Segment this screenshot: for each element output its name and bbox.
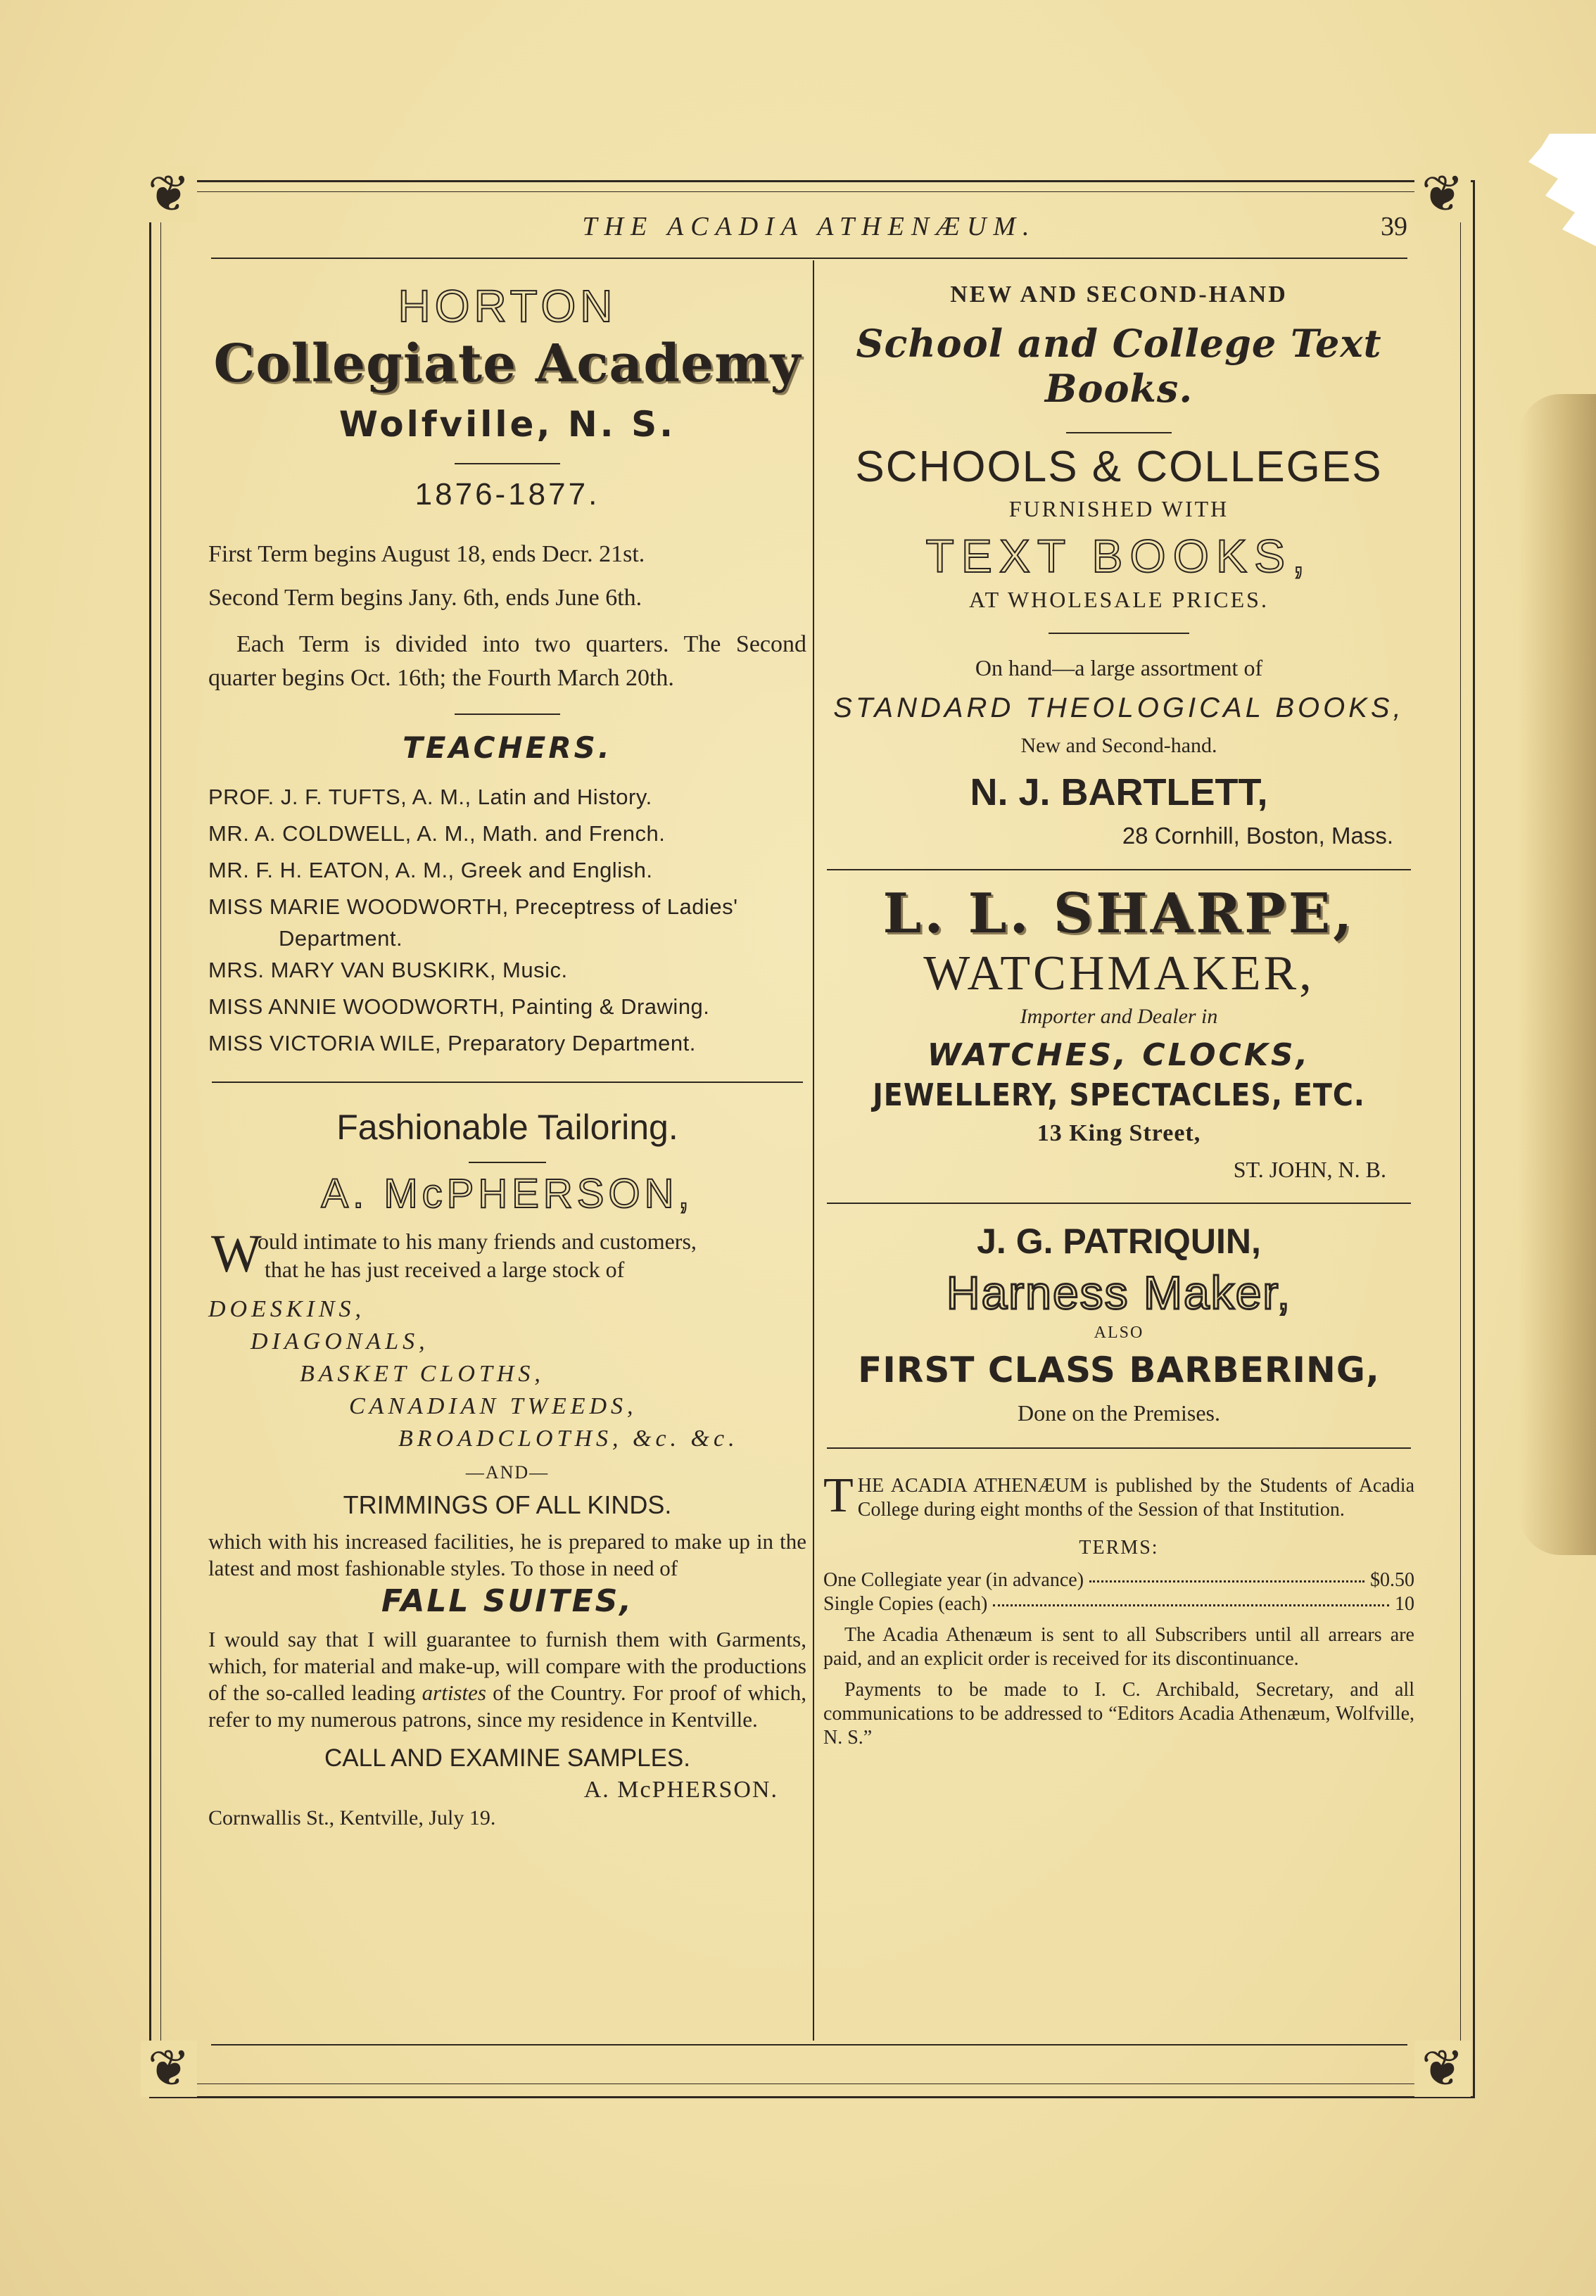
- divider: [1049, 633, 1189, 634]
- section-divider: [212, 1082, 803, 1083]
- section-divider: [827, 1203, 1411, 1204]
- para-text: I would say that I will guarantee to furnish them with Garments, which, for material and make-up, will compare with the productions of the so-called leading: [208, 1627, 806, 1705]
- tailor-para-1: which with his increased facilities, he is prepared to make up in the latest and most fashionable styles. To those in need of: [208, 1529, 806, 1580]
- books-gothic: School and College Text Books.: [856, 321, 1382, 411]
- teacher-entry: MRS. MARY VAN BUSKIRK, Music.: [208, 958, 568, 982]
- terms-row: [823, 1568, 1414, 1592]
- payments-note: Payments to be made to I. C. Archibald, Secretary, and all communications to be addressed to “Editors Acadia Athenæum, Wolfville, N. S.”: [823, 1679, 1414, 1749]
- on-hand: On hand—a large assortment of: [975, 655, 1263, 680]
- sharpe-street: 13 King Street,: [1037, 1120, 1201, 1146]
- cloth-item: DOESKINS,: [208, 1296, 366, 1322]
- horton-years: 1876-1877.: [414, 477, 600, 512]
- quarters-note: Each Term is divided into two quarters. The Second quarter begins Oct. 16th; the Fourth March 20th.: [208, 631, 806, 691]
- drop-cap: T: [823, 1469, 854, 1523]
- para-italic: artistes: [422, 1680, 486, 1705]
- intro-line: ould intimate to his many friends and customers,: [258, 1229, 697, 1254]
- new-second: New and Second-hand.: [1020, 734, 1217, 757]
- header-rule: [211, 258, 1407, 259]
- cloth-item: BASKET CLOTHS,: [300, 1361, 545, 1387]
- drop-cap: W: [211, 1224, 262, 1283]
- sharpe-city: ST. JOHN, N. B.: [1233, 1157, 1386, 1182]
- ornate-scroll-icon: ❦: [1414, 2041, 1471, 2097]
- divider: [1066, 432, 1172, 433]
- divider: [469, 1162, 546, 1163]
- athenaeum-intro: [823, 1469, 1414, 1523]
- column-divider: [813, 260, 814, 2041]
- ornate-scroll-icon: ❦: [141, 166, 197, 222]
- sharpe-trade: WATCHMAKER,: [923, 946, 1315, 1001]
- subscription-note: The Acadia Athenæum is sent to all Subscribers until all arrears are paid, and an explicit order is received for its discontinuance.: [823, 1624, 1414, 1670]
- and-line: —AND—: [465, 1462, 550, 1483]
- tailor-signature: A. McPHERSON.: [583, 1777, 778, 1803]
- sharpe-name: L. L. SHARPE,: [882, 882, 1355, 946]
- also: ALSO: [1094, 1324, 1144, 1342]
- sharpe-ad: [823, 882, 1414, 1183]
- importer: Importer and Dealer in: [1020, 1005, 1218, 1028]
- water-stain: [1519, 394, 1596, 1555]
- schools-colleges: SCHOOLS & COLLEGES: [855, 443, 1383, 491]
- bartlett-name: N. J. BARTLETT,: [970, 771, 1268, 813]
- tailor-heading: Fashionable Tailoring.: [336, 1108, 678, 1147]
- wholesale: AT WHOLESALE PRICES.: [969, 587, 1269, 612]
- teacher-entry: Department.: [279, 926, 403, 951]
- teacher-entry: MISS VICTORIA WILE, Preparatory Department.: [208, 1031, 696, 1055]
- section-divider: [827, 869, 1411, 870]
- fall-suites: FALL SUITES,: [381, 1583, 634, 1619]
- terms-value: $0.50: [1370, 1569, 1414, 1591]
- teacher-entry: MISS MARIE WOODWORTH, Preceptress of Ladies': [208, 894, 738, 919]
- jewellery: JEWELLERY, SPECTACLES, ETC.: [873, 1077, 1365, 1113]
- tailor-ad: [208, 1107, 806, 1830]
- bottom-rule: [211, 2044, 1407, 2046]
- done-premises: Done on the Premises.: [1018, 1400, 1220, 1426]
- horton-place: Wolfville, N. S.: [338, 404, 676, 445]
- tailor-name: A. McPHERSON,: [321, 1171, 694, 1217]
- tailor-para-2: [208, 1626, 806, 1733]
- first-term: First Term begins August 18, ends Decr. 21st.: [208, 541, 645, 567]
- terms-row: [823, 1592, 1414, 1616]
- terms-value: 10: [1395, 1593, 1414, 1615]
- terms-label: Single Copies (each): [823, 1593, 988, 1615]
- cloth-item: CANADIAN TWEEDS,: [349, 1393, 638, 1419]
- ornate-scroll-icon: ❦: [1414, 166, 1471, 222]
- trimmings: TRIMMINGS OF ALL KINDS.: [343, 1490, 672, 1519]
- left-column: [208, 267, 806, 1830]
- divider: [455, 713, 560, 715]
- intro-line: that he has just received a large stock of: [265, 1257, 625, 1282]
- patriquin-trade: Harness Maker,: [946, 1267, 1292, 1319]
- teacher-entry: PROF. J. F. TUFTS, A. M., Latin and History.: [208, 785, 652, 809]
- barbering: FIRST CLASS BARBERING,: [858, 1350, 1380, 1390]
- patriquin-name: J. G. PATRIQUIN,: [977, 1222, 1261, 1261]
- horton-name: HORTON: [398, 281, 617, 331]
- bartlett-address: 28 Cornhill, Boston, Mass.: [1122, 823, 1393, 849]
- cloth-item: DIAGONALS,: [251, 1328, 429, 1355]
- terms-label: One Collegiate year (in advance): [823, 1569, 1084, 1591]
- divider: [455, 463, 560, 464]
- second-term: Second Term begins Jany. 6th, ends June 6th.: [208, 585, 642, 611]
- dot-leader: [1089, 1568, 1364, 1583]
- teachers-heading: TEACHERS.: [403, 730, 612, 765]
- ornate-scroll-icon: ❦: [141, 2041, 197, 2097]
- right-column: [823, 267, 1414, 1750]
- horton-ad: [208, 280, 806, 1062]
- cloth-item: BROADCLOTHS, &c. &c.: [398, 1426, 739, 1452]
- tailor-dateline: Cornwallis St., Kentville, July 19.: [208, 1806, 496, 1829]
- teacher-entry: MR. A. COLDWELL, A. M., Math. and French.: [208, 821, 666, 846]
- books-ad: [823, 281, 1414, 849]
- patriquin-ad: [823, 1221, 1414, 1426]
- standard-books: STANDARD THEOLOGICAL BOOKS,: [833, 692, 1405, 723]
- teachers-list: [208, 779, 806, 1062]
- page-number: 39: [1381, 212, 1407, 241]
- para-text: of the Country. For proof of which, refer to my numerous patrons, since my residence in Kentville.: [208, 1680, 806, 1732]
- journal-title: THE ACADIA ATHENÆUM.: [582, 212, 1037, 241]
- furnished-with: FURNISHED WITH: [1008, 496, 1229, 521]
- intro-text: HE ACADIA ATHENÆUM is published by the Students of Acadia College during eight months of the Session of that Institution.: [857, 1475, 1414, 1521]
- books-top: NEW AND SECOND-HAND: [950, 281, 1288, 307]
- watches-clocks: WATCHES, CLOCKS,: [927, 1037, 1311, 1073]
- text-books: TEXT BOOKS,: [925, 530, 1312, 582]
- horton-title: Collegiate Academy: [213, 334, 802, 394]
- teacher-entry: MISS ANNIE WOODWORTH, Painting & Drawing.: [208, 994, 710, 1019]
- athenaeum-notice: [823, 1469, 1414, 1750]
- tailor-intro: [208, 1224, 806, 1283]
- call-samples: CALL AND EXAMINE SAMPLES.: [324, 1744, 690, 1772]
- running-head: [211, 211, 1407, 246]
- cloth-list: [208, 1293, 806, 1455]
- teacher-entry: MR. F. H. EATON, A. M., Greek and English.: [208, 858, 653, 882]
- dot-leader: [993, 1592, 1389, 1606]
- terms-heading: TERMS:: [1079, 1537, 1159, 1559]
- section-divider: [827, 1447, 1411, 1449]
